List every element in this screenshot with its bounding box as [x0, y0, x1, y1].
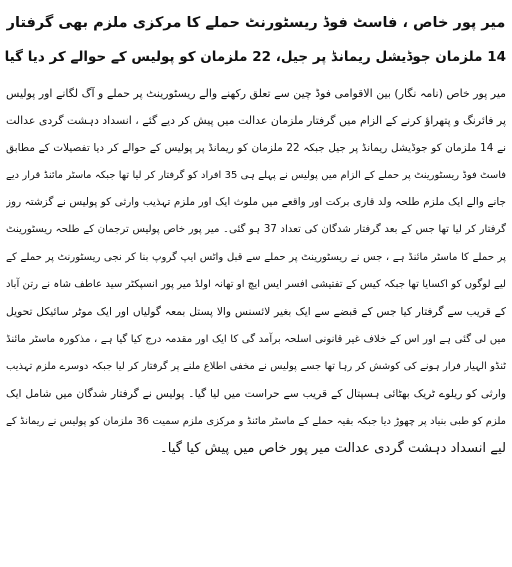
article-line: ٹنڈو الہیار فرار ہونے کی کوشش کر رہا تھا جسے پولیس نے مخفی اطلاع ملنے پر گرفتار کر لیا جبکہ دوسرے ملزم تہذیب: [6, 360, 506, 372]
article-line: وارثی کو ریلوے ٹریک بھٹائی ہسپتال کے قریب سے حراست میں لیا گیا۔ پولیس نے گرفتار شدگان میں شامل ایک: [6, 387, 506, 401]
article-line: کے قریب سے گرفتار کیا جس کے قبضے سے ایک بغیر لائسنس والا پستل بمعہ گولیاں اور ایک موٹر سائیکل تحویل: [6, 305, 506, 319]
article-line: میر پور خاص (نامہ نگار) بین الاقوامی فوڈ چین سے تعلق رکھنے والے ریسٹورینٹ پر حملے و آگ لگانے اور پولیس: [6, 87, 506, 100]
article-line: جانے والے ایک ملزم طلحہ ولد قاری برکت اور واقعے میں ملوث ایک اور ملزم تہذیب وارثی کو پولیس نے گزشتہ روز: [6, 196, 506, 209]
article-line: پر حملے کا ماسٹر مائنڈ ہے ، جس نے ریسٹورینٹ پر حملے سے قبل واٹس ایپ گروپ بنا کر نجی ریسٹورنٹ پر حملے کے: [6, 251, 506, 263]
article-line: فاسٹ فوڈ ریسٹورینٹ پر حملے کے الزام میں پولیس نے پہلے ہی 35 افراد کو گرفتار کر لیا تھا جبکہ ماسٹر مائنڈ قرار دیے: [6, 169, 506, 181]
sub-headline: 14 ملزمان جوڈیشل ریمانڈ پر جیل، 22 ملزمان کو پولیس کے حوالے کر دیا گیا: [4, 49, 506, 65]
article-line: لیے انسداد دہشت گردی عدالت میر پور خاص میں پیش کیا گیا۔: [160, 440, 506, 456]
article-body: [6, 80, 506, 462]
article-line: گرفتار کر لیا تھا جس کے بعد گرفتار شدگان کی تعداد 37 ہو گئی۔ میر پور خاص پولیس ترجمان کے طلحہ ریسٹورینٹ: [6, 224, 506, 236]
article-line: نے 14 ملزمان کو جوڈیشل ریمانڈ پر جیل جبکہ 22 ملزمان کو ریمانڈ پر پولیس کے حوالے کر دیا تفصیلات کے مطابق: [6, 141, 506, 154]
article-line: لیے لوگوں کو اکسایا تھا جبکہ کیس کے تفتیشی افسر ایس ایچ او تھانہ اولڈ میر پور انسپکٹر سید عاطف شاہ نے رتن آباد: [6, 279, 506, 291]
article-line: ملزم کو طبی بنیاد پر چھوڑ دیا جبکہ بقیہ حملے کے ماسٹر مائنڈ و مرکزی ملزم سمیت 36 ملزمان کو پولیس نے ریمانڈ کے: [6, 415, 506, 427]
article-line: پر فائرنگ و پتھراؤ کرنے کے الزام میں گرفتار ملزمان عدالت میں پیش کر دیے گئے ، انسداد دہشت گردی عدالت: [6, 114, 506, 128]
article-line: میں لی گئی ہے اور اس کے خلاف غیر قانونی اسلحہ برآمد گی کا ایک اور مقدمہ درج کیا گیا ہے ، مذکورہ ماسٹر مائنڈ: [6, 333, 506, 345]
headline: میر پور خاص ، فاسٹ فوڈ ریسٹورنٹ حملے کا مرکزی ملزم بھی گرفتار: [6, 15, 506, 31]
